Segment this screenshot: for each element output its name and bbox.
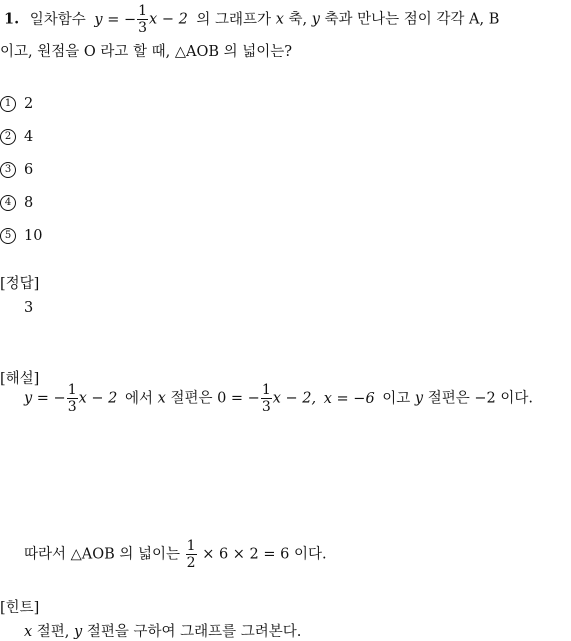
choice-1[interactable] — [0, 96, 33, 112]
choice-value: 6 — [24, 162, 34, 178]
question-frac-den: 3 — [138, 20, 148, 36]
choice-3[interactable] — [0, 162, 33, 178]
solution-x-var: x — [157, 390, 166, 407]
solution-line-2 — [24, 538, 327, 571]
question-text-c: 축, — [288, 11, 308, 28]
question-text-b: 의 그래프가 — [196, 11, 272, 28]
question-x-var: x — [275, 11, 284, 28]
choice-value: 4 — [24, 129, 34, 145]
choice-4[interactable] — [0, 195, 33, 211]
choice-value: 2 — [24, 96, 34, 112]
choice-marker-icon: 2 — [0, 129, 16, 145]
solution-heading: [해설] — [0, 371, 40, 387]
choice-value: 8 — [24, 195, 34, 211]
question-eq-lhs: y = − — [94, 11, 137, 28]
choice-5[interactable] — [0, 228, 42, 244]
solution-frac-num: 1 — [67, 382, 77, 398]
solution-frac-den: 3 — [67, 399, 77, 415]
hint-heading: [힌트] — [0, 600, 40, 616]
solution-frac-den: 2 — [186, 555, 196, 571]
choice-2[interactable] — [0, 129, 33, 145]
solution-text-2: 절편은 0 = − — [170, 390, 260, 407]
question-text-a: 일차함수 — [29, 11, 86, 28]
choice-marker-icon: 1 — [0, 96, 16, 112]
solution-line-1 — [24, 382, 533, 415]
solution-text-6: 이다. — [293, 546, 327, 563]
solution-text-3: 이고 — [382, 390, 411, 407]
hint-line — [24, 620, 301, 641]
solution-product: × 6 × 2 = 6 — [202, 546, 290, 563]
solution-text-5: 따라서 △AOB 의 넓이는 — [24, 546, 181, 563]
solution-frac-num: 1 — [186, 538, 196, 554]
choice-marker-icon: 3 — [0, 162, 16, 178]
solution-eq-rhs-2: x − 2, — [272, 390, 317, 407]
solution-eq-x: x = −6 — [323, 390, 375, 407]
solution-y-var: y — [414, 390, 424, 407]
hint-text-1: 절편, — [36, 624, 70, 640]
solution-eq-lhs: y = − — [24, 390, 66, 407]
hint-text-2: 절편을 구하여 그래프를 그려본다. — [86, 624, 302, 640]
solution-text-1: 에서 — [125, 390, 154, 407]
question-number: 1. — [4, 10, 20, 28]
hint-y-var: y — [74, 624, 83, 640]
answer-value: 3 — [24, 300, 34, 316]
question-y-var: y — [311, 11, 320, 28]
question-fraction — [137, 3, 148, 36]
answer-heading: [정답] — [0, 276, 40, 292]
choice-value: 10 — [24, 228, 43, 244]
solution-frac-den: 3 — [261, 399, 271, 415]
question-line-1 — [4, 3, 499, 36]
solution-fraction-1 — [67, 382, 78, 415]
solution-frac-num: 1 — [261, 382, 271, 398]
question-line-2: 이고, 원점을 O 라고 할 때, △AOB 의 넓이는? — [0, 44, 293, 60]
question-text-d: 축과 만나는 점이 각각 A, B — [324, 11, 500, 28]
solution-eq-rhs: x − 2 — [78, 390, 118, 407]
solution-text-4: 절편은 −2 이다. — [427, 390, 533, 407]
solution-fraction-2 — [261, 382, 272, 415]
choice-marker-icon: 4 — [0, 195, 16, 211]
choice-marker-icon: 5 — [0, 228, 16, 244]
hint-x-var: x — [24, 624, 33, 640]
solution-fraction-3 — [186, 538, 197, 571]
question-eq-rhs: x − 2 — [149, 11, 188, 28]
question-frac-num: 1 — [138, 3, 148, 19]
